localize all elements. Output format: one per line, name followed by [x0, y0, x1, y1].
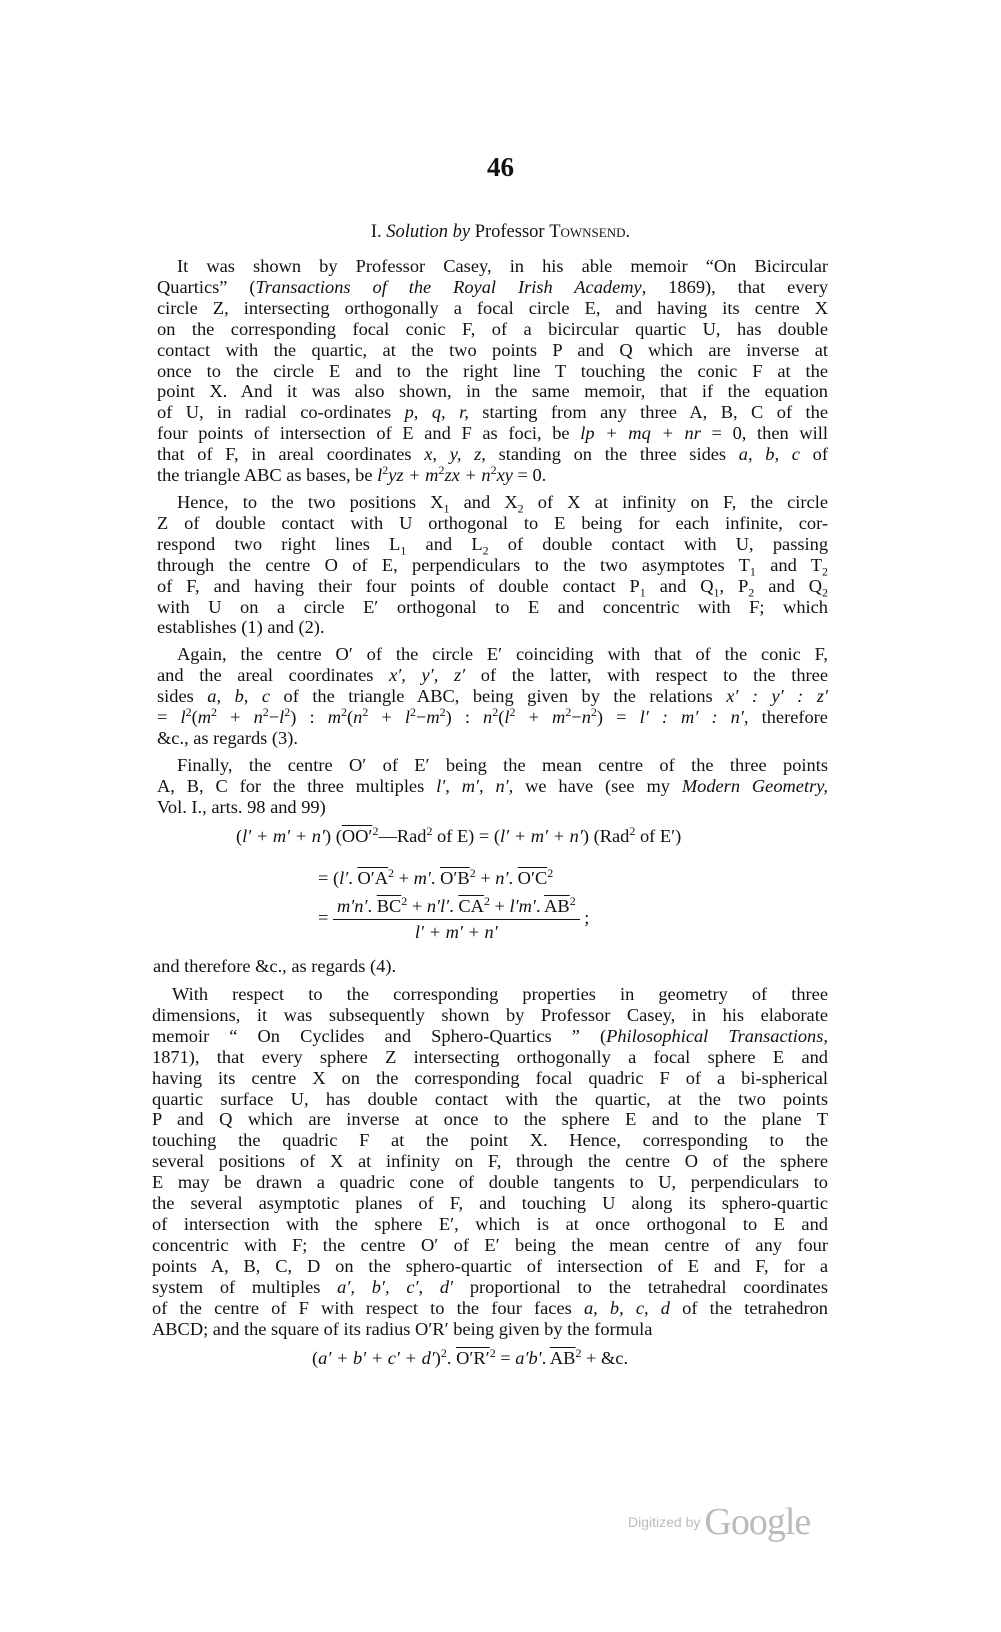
body-text [157, 256, 828, 824]
paragraph [157, 492, 828, 638]
text-line [157, 402, 828, 423]
italic-text: l′ : m′ : n′, [639, 707, 749, 728]
semicolon: ; [584, 907, 590, 928]
text-run: having its centre X on the corresponding focal quadric F of a bi-spherical [152, 1067, 828, 1088]
italic-text: l′, m′, n′, [436, 775, 514, 796]
text-line [157, 462, 828, 486]
italic-text: m′n′ [336, 896, 368, 916]
subscript: 1 [713, 585, 720, 600]
text-line [157, 256, 828, 277]
text-run: , P [719, 575, 749, 596]
fraction-denominator [333, 920, 580, 943]
superscript: 2 [547, 865, 554, 880]
text-run: ) = [596, 707, 640, 728]
text-run: ) : [445, 707, 484, 728]
italic-text: m [197, 707, 211, 728]
text-run: . [508, 868, 518, 888]
text-run: Vol. I., arts. 98 and 99) [157, 796, 326, 817]
italic-text: l′ + m′ + n′ [242, 826, 325, 846]
text-line [157, 797, 828, 818]
text-line [152, 1130, 828, 1151]
text-run: ) (Rad [582, 826, 630, 846]
superscript: 2 [489, 1345, 496, 1360]
heading-numeral: I. [370, 222, 382, 242]
superscript: 2 [492, 704, 499, 719]
text-run: of the latter, with respect to the three [465, 665, 828, 686]
superscript: 2 [409, 704, 416, 719]
superscript: 2 [569, 893, 576, 908]
text-run: = 0, then will [700, 423, 828, 444]
text-line [157, 776, 828, 797]
text-line [152, 1026, 828, 1047]
text-run: with U on a circle E′ orthogonal to E and concentric with F; which [157, 596, 828, 617]
overlined-segment: O′B [440, 868, 470, 888]
text-line [152, 1214, 828, 1235]
fraction-numerator [333, 893, 580, 920]
italic-text: n′l′ [426, 896, 450, 916]
text-run: proportional to the tetrahedral coordinates [453, 1276, 828, 1297]
superscript: 2 [362, 704, 369, 719]
superscript: 2 [382, 462, 389, 477]
text-run: With respect to the corresponding properties in geometry of three [172, 984, 828, 1004]
text-run: ABCD; and the square of its radius O′R′ being given by the formula [152, 1318, 653, 1339]
text-run: several positions of X at infinity on F, through the centre O of the sphere [152, 1151, 828, 1172]
text-run: of U, in radial co-ordinates [157, 402, 405, 423]
heading-solution-by: Solution by [386, 222, 471, 242]
text-run: . [367, 896, 377, 916]
text-run: + [216, 707, 254, 728]
text-run: ( [236, 826, 243, 846]
text-run: A, B, C for the three multiples [157, 775, 437, 796]
text-run: of intersection with the sphere E′, which is at once orthogonal to E and [152, 1213, 828, 1234]
text-run: + [394, 868, 414, 888]
text-line [157, 617, 828, 638]
text-run: of E′) [635, 826, 682, 846]
italic-text: a′ + b′ + c′ + d′ [318, 1348, 435, 1368]
italic-text: zx + n [444, 465, 491, 486]
superscript: 2 [590, 704, 597, 719]
text-run: = ( [318, 868, 340, 888]
italic-text: a′b′ [515, 1348, 542, 1368]
text-run: Z of double contact with U orthogonal to E being for each infinite, cor- [157, 512, 828, 533]
text-line [157, 340, 828, 361]
text-line [152, 1298, 828, 1319]
text-run: Finally, the centre O′ of E′ being the mean centre of the three points [177, 754, 828, 775]
subscript: 2 [748, 585, 755, 600]
text-run: of E) = ( [432, 826, 501, 846]
text-run: + [475, 868, 496, 888]
formula-line-1 [236, 823, 682, 847]
text-line [157, 755, 828, 776]
fraction [333, 893, 580, 943]
text-run: . [449, 896, 459, 916]
italic-text: l [404, 707, 410, 728]
overlined-segment: O′A [357, 868, 389, 888]
superscript: 2 [565, 704, 572, 719]
text-run: sides [157, 686, 208, 707]
paragraph [157, 644, 828, 749]
text-run: through the centre O of E, perpendiculars to the two asymptotes T [157, 554, 750, 575]
text-run: ( [498, 707, 505, 728]
text-run: + &c. [581, 1348, 629, 1368]
italic-text: l′ [339, 868, 349, 888]
text-line [152, 1151, 828, 1172]
text-run: It was shown by Professor Casey, in his able memoir “On Bicircular [177, 256, 828, 276]
italic-text: Modern Geometry, [681, 775, 828, 796]
text-line [157, 597, 828, 618]
text-run: the triangle ABC as bases, be [157, 465, 378, 486]
italic-text: x′ : y′ : z′ [726, 686, 828, 707]
text-run: of X at infinity on F, the circle [523, 491, 828, 512]
text-run: and T [755, 554, 823, 575]
text-run: on the corresponding focal conic F, of a bicircular quartic U, has double [157, 318, 828, 339]
superscript: 2 [426, 823, 433, 838]
italic-text: n [353, 707, 363, 728]
italic-text: a, b, c [207, 686, 271, 707]
text-run: —Rad [378, 826, 427, 846]
text-line [157, 728, 828, 749]
overlined-segment: $\overline{CA}$ [458, 896, 484, 916]
text-run: . [541, 1348, 550, 1368]
text-run: &c., as regards (3). [157, 727, 298, 748]
text-run: four points of intersection of E and F as foci, be [157, 423, 581, 444]
equals-sign: = [318, 907, 329, 928]
text-line [152, 1068, 828, 1089]
tail-text: and therefore &c., as regards (4). [153, 956, 397, 976]
superscript: 2 [629, 823, 636, 838]
text-line [157, 491, 828, 516]
text-line [152, 1256, 828, 1277]
text-run: dimensions, it was subsequently shown by Professor Casey, in his elaborate [152, 1004, 828, 1025]
italic-text: l′m′ [509, 896, 536, 916]
text-run: we have (see my [513, 775, 682, 796]
superscript: 2 [372, 823, 379, 838]
text-run: ( [346, 707, 354, 728]
overlined-segment: $\overline{AB}$ [544, 896, 570, 916]
overlined-segment: O′R′ [456, 1348, 490, 1368]
text-run: point X. And it was also shown, in the same memoir, that if the equation [157, 381, 828, 402]
italic-text: l [504, 707, 510, 728]
paragraph [157, 256, 828, 486]
text-run: of F, and having their four points of double contact P [157, 575, 640, 596]
italic-text: yz + m [388, 465, 439, 486]
text-run: and X [449, 491, 518, 512]
text-line [157, 665, 828, 686]
superscript: 2 [284, 704, 291, 719]
text-line [157, 704, 828, 728]
formula-line-2 [318, 865, 554, 889]
text-line [152, 1172, 828, 1193]
text-run: of the tetrahedron [669, 1297, 828, 1318]
italic-text: m [327, 707, 341, 728]
italic-text: a, b, c [738, 444, 800, 465]
text-run: + [368, 707, 405, 728]
text-line [157, 444, 828, 465]
text-run: Hence, to the two positions X [177, 491, 444, 512]
text-run: − [268, 707, 280, 728]
text-run: establishes (1) and (2). [157, 617, 325, 638]
text-line [157, 423, 828, 444]
text-run: ) : [290, 707, 328, 728]
italic-text: m [552, 707, 566, 728]
text-line [157, 644, 828, 665]
text-run: quartic surface U, has double contact with the quartic, at the two points [152, 1088, 828, 1109]
italic-text: l [180, 707, 186, 728]
italic-text: l′ + m′ + n′ [414, 922, 498, 942]
superscript: 2 [440, 1345, 447, 1360]
subscript: 2 [822, 585, 829, 600]
subscript: 2 [517, 501, 524, 516]
superscript: 2 [388, 865, 395, 880]
text-run: . [535, 896, 545, 916]
text-run: + [407, 896, 427, 916]
formula-line-3 [318, 893, 590, 943]
italic-text: l [377, 465, 383, 486]
text-run: ( [191, 707, 198, 728]
heading-professor: Professor [474, 222, 545, 242]
text-run: touching the quadric F at the point X. Hence, corresponding to the [152, 1130, 828, 1151]
subscript: 1 [400, 543, 407, 558]
text-run: respond two right lines L [157, 533, 401, 554]
superscript: 2 [401, 893, 408, 908]
text-line [157, 554, 828, 579]
italic-text: lp + mq + nr [580, 423, 701, 444]
text-run: contact with the quartic, at the two points P and Q which are inverse at [157, 339, 828, 360]
text-line [152, 1005, 828, 1026]
text-line [157, 361, 828, 382]
text-run: . [446, 1348, 457, 1368]
text-run: Quartics” ( [157, 276, 256, 297]
text-run: E may be drawn a quadric cone of double tangents to U, perpendiculars to [152, 1172, 828, 1193]
text-line [152, 1193, 828, 1214]
text-run: standing on the three sides [485, 444, 739, 465]
text-line [157, 319, 828, 340]
subscript: 2 [822, 564, 828, 579]
paragraph [152, 984, 828, 1339]
subscript: 1 [639, 585, 646, 600]
italic-text: n′ [495, 868, 509, 888]
digitized-watermark [628, 1500, 810, 1544]
text-run: , 1869), that every [641, 276, 829, 297]
text-run: of [799, 444, 828, 465]
italic-text: a, b, c, d [583, 1297, 670, 1318]
italic-text: x, y, z, [424, 444, 486, 465]
text-run: points A, B, C, D on the sphero-quartic of intersection of E and F, for a [152, 1255, 828, 1276]
italic-text: n [483, 707, 493, 728]
superscript: 2 [469, 865, 476, 880]
text-run: and Q [645, 575, 714, 596]
watermark-prefix: Digitized by [628, 1514, 701, 1530]
text-run: − [571, 707, 582, 728]
subscript: 1 [749, 564, 756, 579]
text-run: = [157, 707, 181, 728]
superscript: 2 [490, 462, 497, 477]
text-run: . [430, 868, 441, 888]
paragraph [157, 755, 828, 818]
text-line [152, 1235, 828, 1256]
text-run: that of F, in areal coordinates [157, 444, 425, 465]
italic-text: a′, b′, c′, d′ [337, 1276, 454, 1297]
superscript: 2 [439, 704, 446, 719]
text-line [152, 1089, 828, 1110]
page-number: 46 [487, 152, 514, 182]
text-run: and Q [754, 575, 823, 596]
overlined-segment: OO′ [341, 826, 373, 846]
text-run: 1871), that every sphere Z intersecting orthogonally a focal sphere E and [152, 1046, 828, 1067]
text-line [157, 277, 828, 298]
overlined-segment: $\overline{BC}$ [376, 896, 402, 916]
heading-author: Townsend. [549, 222, 631, 242]
italic-text: p, q, r, [404, 402, 469, 423]
overlined-segment: $\overline{AB}$ [549, 1348, 576, 1368]
text-run: ( [312, 1348, 319, 1368]
section-heading [0, 222, 1001, 243]
text-line [157, 686, 828, 707]
text-run: circle Z, intersecting orthogonally a focal circle E, and having its centre X [157, 297, 828, 318]
italic-text: m′ [413, 868, 431, 888]
text-run: + [515, 707, 553, 728]
text-run: Again, the centre O′ of the circle E′ coinciding with that of the conic F, [177, 644, 828, 665]
overlined-segment: O′C [517, 868, 548, 888]
italic-text: l [279, 707, 285, 728]
italic-text: Transactions of the Royal Irish Academy [255, 276, 642, 297]
text-run: ) [434, 1348, 441, 1368]
superscript: 2 [211, 704, 217, 719]
italic-text: Philosophical Transactions, [606, 1025, 829, 1046]
text-line [152, 1109, 828, 1130]
text-run: = [495, 1348, 516, 1368]
text-line [157, 298, 828, 319]
text-run: therefore [748, 707, 828, 728]
text-line [157, 575, 829, 600]
text-run: of the centre of F with respect to the four faces [152, 1297, 584, 1318]
italic-text: x′, y′, z′ [389, 665, 466, 686]
text-run: and L [406, 533, 483, 554]
text-run: concentric with F; the centre O′ of E′ being the mean centre of any four [152, 1234, 828, 1255]
italic-text: n [581, 707, 591, 728]
text-run: starting from any three A, B, C of the [468, 402, 829, 423]
superscript: 2 [438, 462, 445, 477]
text-line [152, 1319, 828, 1340]
text-line [157, 533, 829, 558]
superscript: 2 [262, 704, 269, 719]
text-run: + [489, 896, 510, 916]
superscript: 2 [340, 704, 347, 719]
text-run: once to the circle E and to the right line T touching the conic F at the [157, 360, 828, 381]
italic-text: l′ + m′ + n′ [500, 826, 583, 846]
italic-text: m [426, 707, 440, 728]
italic-text: xy [496, 465, 513, 486]
italic-text: n [253, 707, 263, 728]
text-run: . [348, 868, 358, 888]
text-run: and the areal coordinates [157, 665, 390, 686]
subscript: 1 [443, 501, 450, 516]
text-run: = 0. [512, 465, 547, 486]
superscript: 2 [509, 704, 516, 719]
text-run: − [415, 707, 427, 728]
text-run: ) ( [325, 826, 342, 846]
text-line [157, 381, 828, 402]
text-run: of the triangle ABC, being given by the relations [270, 686, 727, 707]
text-run: the several asymptotic planes of F, and touching U along its sphero-quartic [152, 1193, 828, 1214]
text-line [152, 984, 828, 1005]
google-logo: Google [704, 1501, 811, 1543]
subscript: 2 [482, 543, 489, 558]
superscript: 2 [483, 893, 490, 908]
formula-line-4 [312, 1345, 629, 1369]
text-run: of double contact with U, passing [488, 533, 829, 554]
superscript: 2 [575, 1345, 582, 1360]
text-run: system of multiples [152, 1276, 338, 1297]
text-run: P and Q which are inverse at once to the sphere E and to the plane T [152, 1109, 828, 1130]
superscript: 2 [185, 704, 192, 719]
text-line [157, 513, 828, 534]
text-line [152, 1047, 828, 1068]
text-line [152, 1277, 828, 1298]
text-run: memoir “ On Cyclides and Sphero-Quartics ” ( [152, 1025, 607, 1046]
